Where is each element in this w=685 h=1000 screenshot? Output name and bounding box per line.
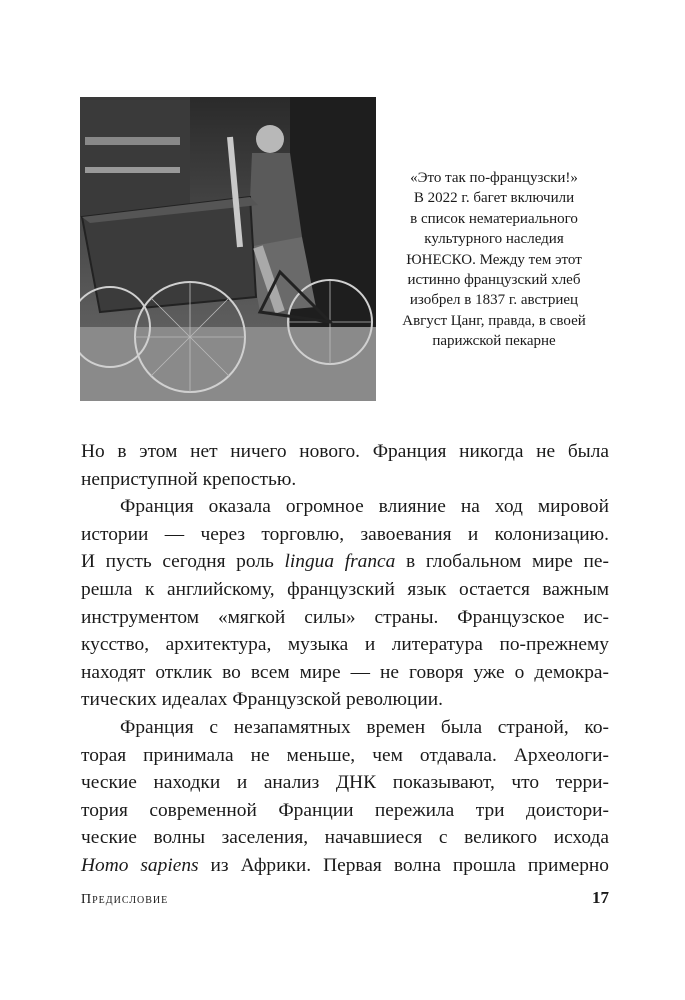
text-line: Франция оказала огромное влияние на ход мировой (120, 496, 609, 518)
text-line (81, 548, 609, 576)
caption-line: истинно французский хлеб (407, 272, 581, 289)
lingua-franca-term: lingua franca (284, 551, 396, 573)
text-line: инструментом «мягкой силы» страны. Французское ис- (81, 606, 609, 628)
running-footer-section: Предисловие (81, 892, 169, 907)
text-line: неприступной крепостью. (81, 468, 297, 490)
text-line: истории — через торговлю, завоевания и колонизацию. (81, 523, 609, 545)
caption-line: В 2022 г. багет включили (413, 190, 575, 207)
text-line: тория современной Франции пережила три доистори- (81, 799, 609, 821)
caption-line: парижской пекарне (432, 333, 556, 350)
text-line: решла к английскому, французский язык остается важным (81, 578, 609, 600)
text-line: кусство, архитектура, музыка и литература по-прежнему (81, 634, 609, 656)
homo-sapiens-term: Homo sapiens (81, 854, 199, 876)
text-line: находят отклик во всем мире — не говоря уже о демокра- (81, 661, 609, 683)
caption-line: изобрел в 1837 г. австриец (409, 292, 579, 309)
text-line: ческие волны заселения, начавшиеся с великого исхода (81, 827, 609, 849)
text-line: Но в этом нет ничего нового. Франция никогда не была (81, 441, 609, 462)
text-line: ческие находки и анализ ДНК показывают, что терри- (81, 772, 609, 794)
caption-line: Август Цанг, правда, в своей (402, 312, 586, 329)
text-line (81, 852, 609, 880)
text-line: торая принимала не меньше, чем отдавала. Археологи- (81, 744, 609, 766)
text-fragment: И пусть сегодня роль (81, 551, 285, 573)
caption-line: «Это так по-французски!» (410, 170, 578, 186)
text-line: тических идеалах Французской революции. (81, 689, 443, 711)
historical-photo (80, 97, 376, 401)
body-text (81, 438, 609, 880)
photo-icon (80, 97, 376, 401)
text-fragment: в глобальном мире пе- (395, 551, 609, 573)
text-line: Франция с незапамятных времен была страной, ко- (120, 716, 609, 738)
caption-line: культурного наследия (424, 231, 564, 248)
photo-caption (388, 168, 600, 352)
page-number: 17 (592, 888, 609, 907)
text-fragment: из Африки. Первая волна прошла примерно (198, 854, 609, 876)
caption-line: в список нематериального (410, 210, 578, 227)
caption-line: ЮНЕСКО. Между тем этот (406, 251, 582, 268)
